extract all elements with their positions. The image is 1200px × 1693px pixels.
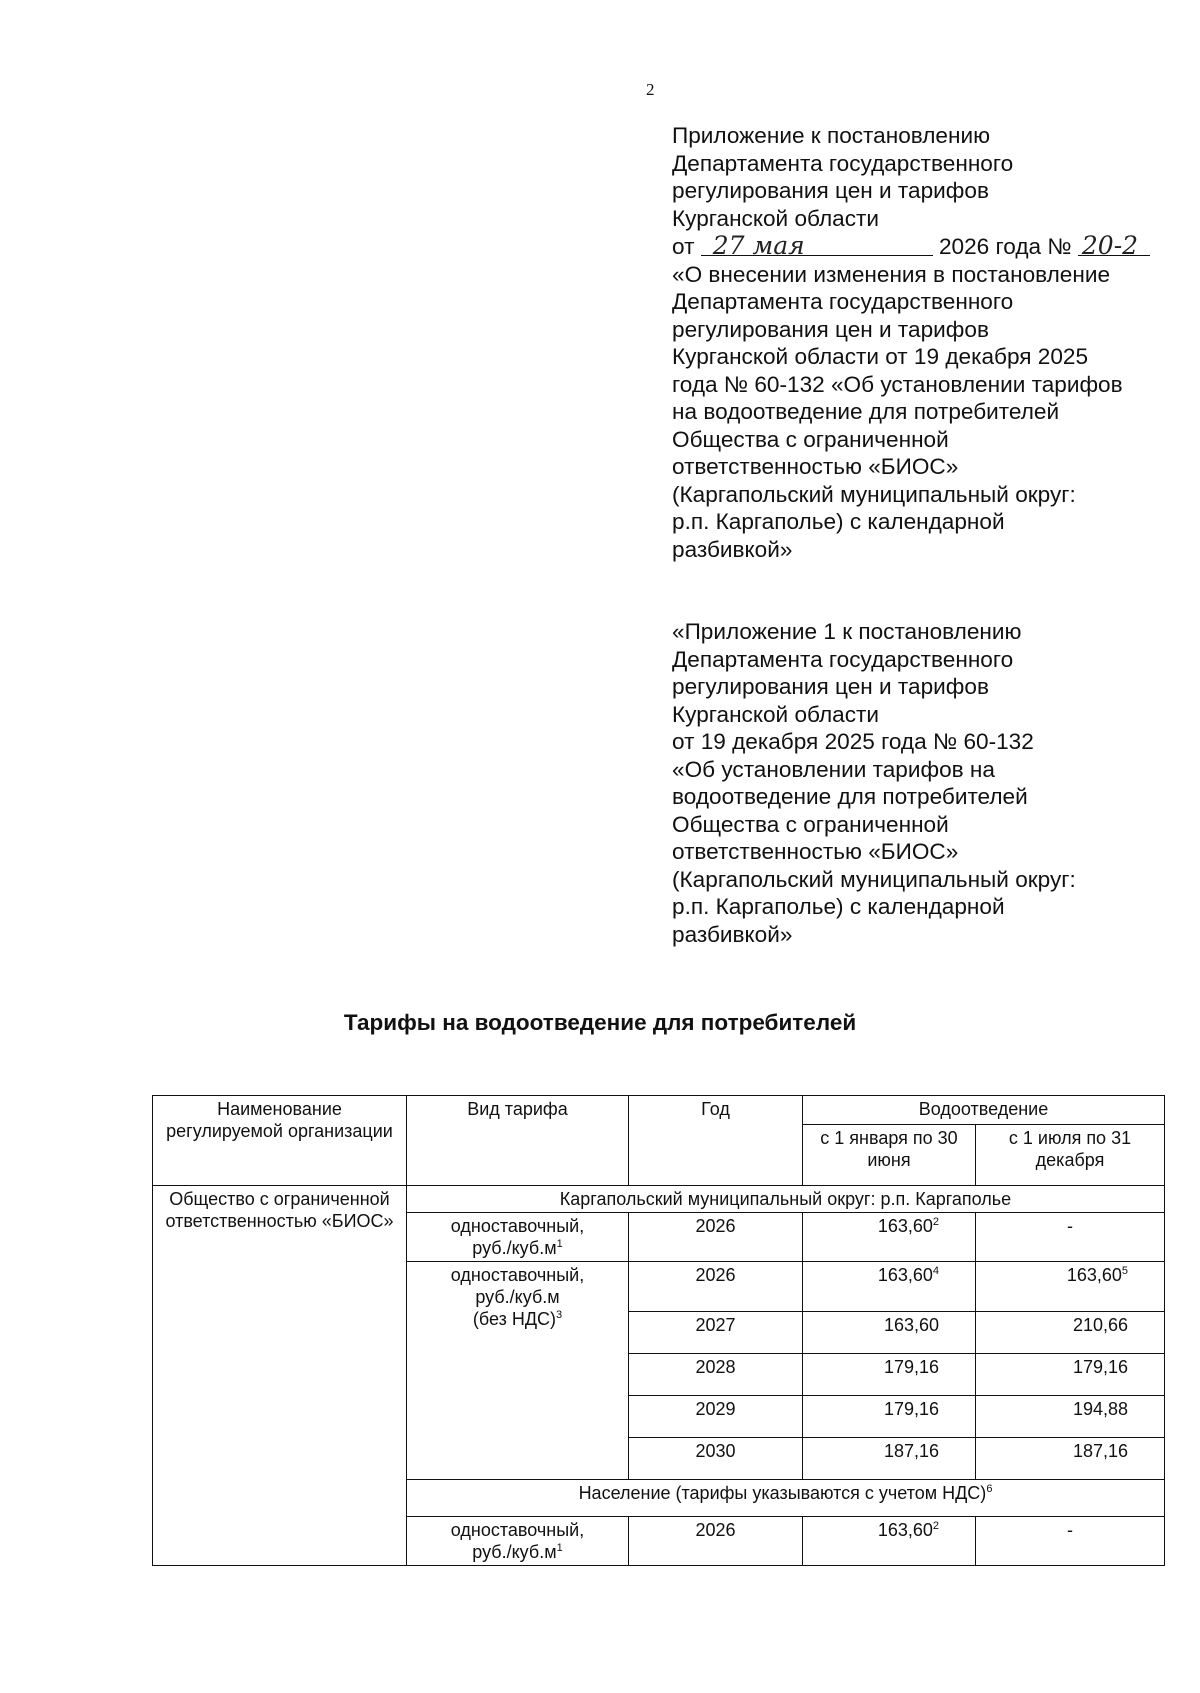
ref-line: Общества с ограниченной (672, 426, 949, 452)
appendix-1-line: разбивкой» (672, 921, 793, 947)
tariff-b-line2: руб./куб.м (475, 1287, 560, 1307)
appendix-1-line: от 19 декабря 2025 года № 60-132 (672, 729, 1034, 754)
tariff-b-cell (407, 1262, 629, 1480)
value-cell: 179,16 (803, 1396, 976, 1438)
value: 163,60 (877, 1520, 933, 1540)
footnote-mark: 2 (932, 1520, 939, 1532)
footnote-mark: 6 (986, 1483, 993, 1495)
value-cell: - (976, 1213, 1165, 1262)
value-cell (803, 1213, 976, 1262)
appendix-1-line: ответственностью «БИОС» (672, 839, 959, 864)
tariff-c-line2 (411, 1541, 624, 1563)
tariff-c-unit: руб./куб.м (472, 1542, 557, 1562)
year-cell: 2027 (629, 1312, 803, 1354)
ref-line: регулирования цен и тарифов (672, 316, 989, 342)
appendix-1-line: Департамента государственного (672, 646, 1014, 672)
year-cell: 2026 (629, 1213, 803, 1262)
appendix-line: регулирования цен и тарифов (672, 178, 989, 203)
tariff-c-cell (407, 1517, 629, 1566)
appendix-1-line: р.п. Каргаполье) с календарной (672, 894, 1005, 919)
table-header-row (153, 1096, 1165, 1125)
value: 163,60 (877, 1216, 933, 1236)
appendix-1-line: регулирования цен и тарифов (672, 674, 989, 699)
header-year: Год (629, 1096, 803, 1186)
tariff-b-line3 (411, 1308, 624, 1330)
number-blank (1078, 231, 1150, 260)
ref-line: года № 60-132 «Об установлении тарифов (672, 371, 1123, 397)
value-cell (803, 1262, 976, 1312)
section-row (153, 1186, 1165, 1213)
appendix-1-line: Общества с ограниченной (672, 811, 949, 837)
tariff-b-vat: (без НДС) (472, 1309, 557, 1329)
ref-line: Департамента государственного (672, 289, 1014, 314)
document-title: Тарифы на водоотведение для потребителей (343, 1010, 857, 1035)
date-blank (701, 231, 933, 260)
value-cell: 187,16 (803, 1438, 976, 1480)
date-line (672, 232, 1150, 261)
appendix-header (672, 122, 1150, 563)
ref-line: ответственностью «БИОС» (672, 454, 959, 479)
footnote-mark: 5 (1121, 1265, 1128, 1277)
ref-line: р.п. Каргаполье) с календарной (672, 509, 1005, 534)
handwritten-date: 27 мая (712, 231, 805, 260)
footnote-mark: 1 (556, 1238, 563, 1250)
appendix-1-line: «Об установлении тарифов на (672, 756, 995, 782)
ref-line: на водоотведение для потребителей (672, 399, 1060, 424)
appendix-1-line: водоотведение для потребителей (672, 784, 1028, 809)
appendix-1-header (672, 618, 1076, 948)
header-period-1: с 1 января по 30 июня (803, 1125, 976, 1186)
header-service: Водоотведение (803, 1096, 1165, 1125)
ref-line: разбивкой» (672, 536, 793, 562)
ref-line: (Каргапольский муниципальный округ: (672, 481, 1076, 507)
year-cell: 2030 (629, 1438, 803, 1480)
tariff-a-line2 (411, 1237, 624, 1259)
appendix-line: Курганской области (672, 205, 879, 231)
section-2 (407, 1480, 1165, 1517)
value-cell (803, 1517, 976, 1566)
tariff-a-unit: руб./куб.м (472, 1238, 557, 1258)
header-tariff-type: Вид тарифа (407, 1096, 629, 1186)
footnote-mark: 4 (932, 1265, 939, 1277)
tariff-a-line1: одноставочный, (450, 1216, 585, 1236)
tariff-c-line1: одноставочный, (450, 1520, 585, 1540)
handwritten-number: 20-2 (1081, 231, 1139, 260)
footnote-mark: 1 (556, 1542, 563, 1554)
appendix-1-line: Курганской области (672, 701, 879, 727)
footnote-mark: 2 (932, 1216, 939, 1228)
value: 163,60 (1066, 1265, 1122, 1285)
section-1: Каргапольский муниципальный округ: р.п. Каргаполье (407, 1186, 1165, 1213)
tariff-table (152, 1095, 1165, 1566)
tariff-b-line1: одноставочный, (450, 1265, 585, 1285)
header-org: Наименование регулируемой организации (153, 1096, 407, 1186)
value-cell: 179,16 (803, 1354, 976, 1396)
ref-line: Курганской области от 19 декабря 2025 (672, 344, 1089, 369)
year-cell: 2026 (629, 1517, 803, 1566)
appendix-1-line: (Каргапольский муниципальный округ: (672, 866, 1076, 892)
ref-line: «О внесении изменения в постановление (672, 261, 1111, 287)
year-text: 2026 года № (938, 234, 1072, 259)
value-cell: - (976, 1517, 1165, 1566)
tariff-a-cell (407, 1213, 629, 1262)
value-cell: 179,16 (976, 1354, 1165, 1396)
value-cell: 187,16 (976, 1438, 1165, 1480)
year-cell: 2028 (629, 1354, 803, 1396)
date-prefix: от (672, 234, 695, 259)
footnote-mark: 3 (556, 1309, 563, 1321)
year-cell: 2026 (629, 1262, 803, 1312)
value-cell: 194,88 (976, 1396, 1165, 1438)
value-cell (976, 1262, 1165, 1312)
org-cell: Общество с ограниченной ответственностью «БИОС» (153, 1186, 407, 1566)
appendix-line: Приложение к постановлению (672, 123, 991, 148)
appendix-1-line: «Приложение 1 к постановлению (672, 619, 1022, 644)
value: 163,60 (877, 1265, 933, 1285)
section-2-text: Население (тарифы указываются с учетом НДС) (578, 1483, 987, 1503)
appendix-line: Департамента государственного (672, 150, 1014, 176)
year-cell: 2029 (629, 1396, 803, 1438)
header-period-2: с 1 июля по 31 декабря (976, 1125, 1165, 1186)
page-number: 2 (646, 80, 655, 99)
value-cell: 210,66 (976, 1312, 1165, 1354)
value-cell: 163,60 (803, 1312, 976, 1354)
